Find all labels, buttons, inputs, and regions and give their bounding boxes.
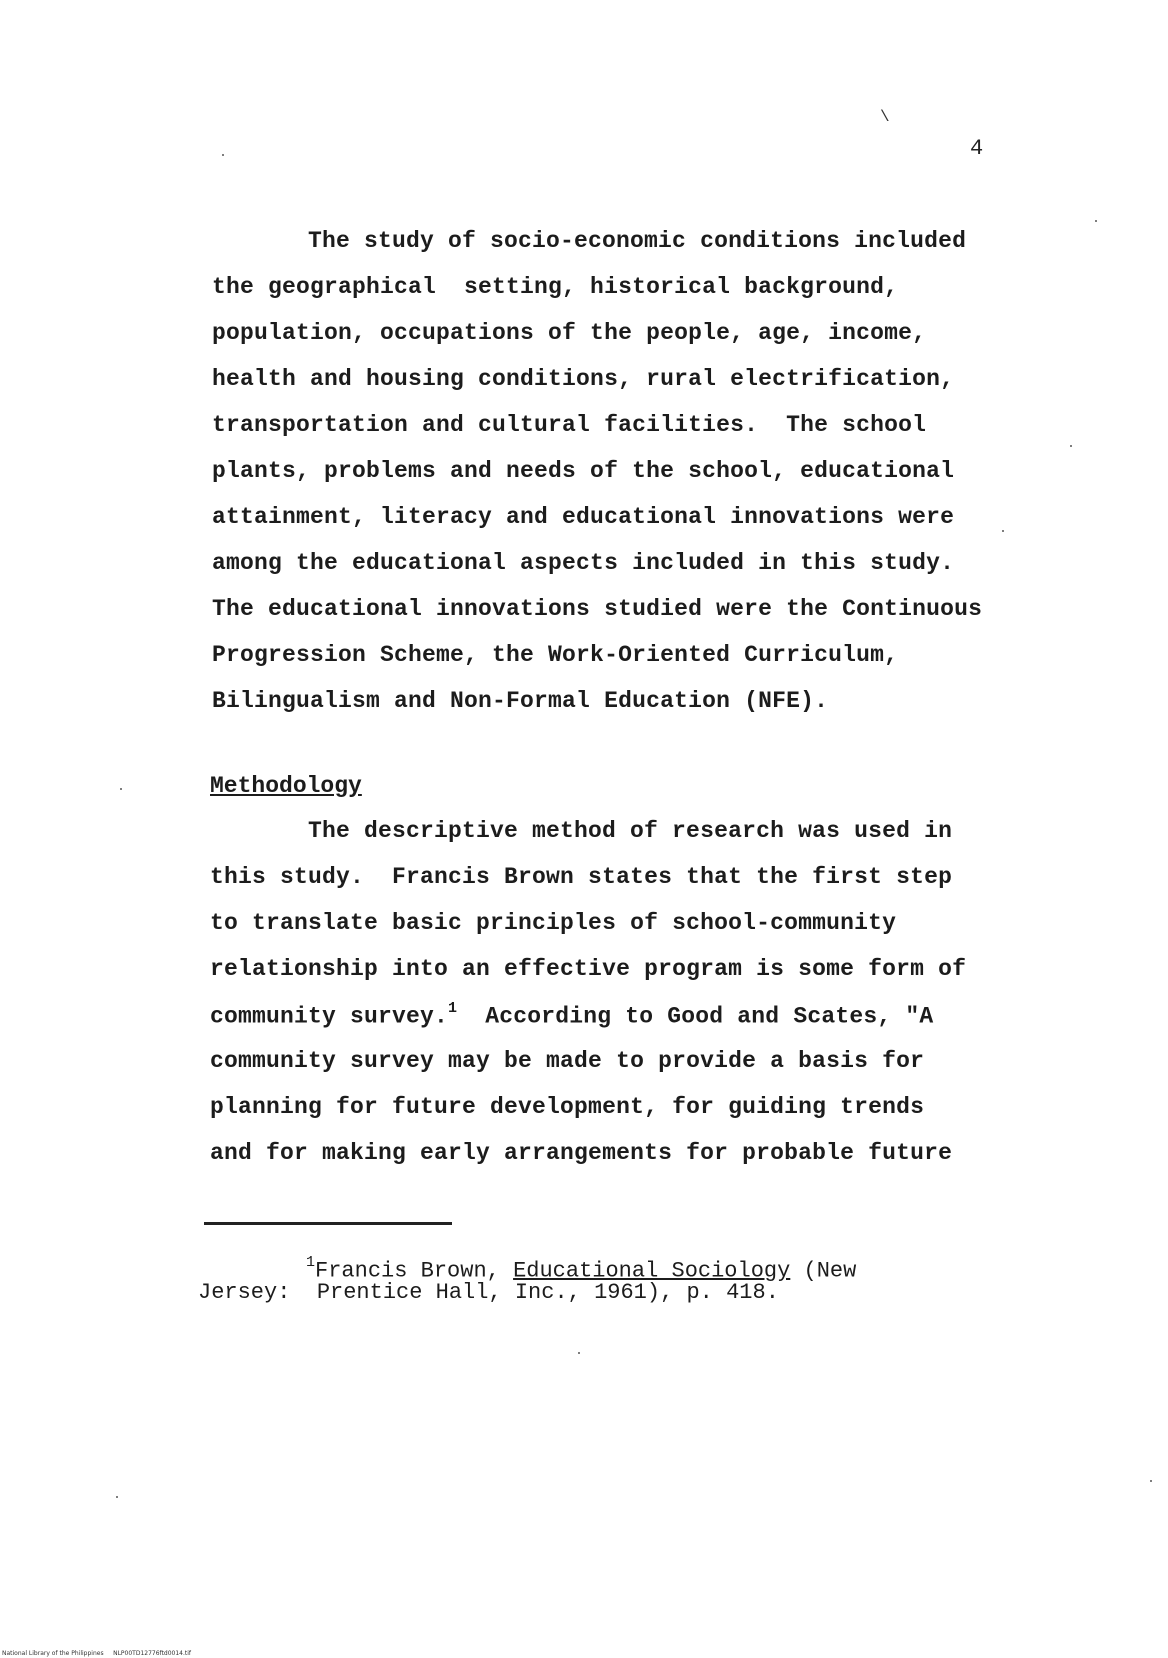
page-number: 4 bbox=[970, 136, 984, 161]
text-line: attainment, literacy and educational innovations were bbox=[212, 504, 955, 530]
text-line: Bilingualism and Non-Formal Education (NFE). bbox=[212, 688, 829, 714]
text-line: planning for future development, for guiding trends bbox=[210, 1094, 925, 1120]
text-line: the geographical setting, historical background, bbox=[212, 274, 899, 300]
text-line: Progression Scheme, the Work-Oriented Curriculum, bbox=[212, 642, 899, 668]
scan-speck bbox=[578, 1352, 580, 1354]
text-fragment: community survey. bbox=[210, 1003, 449, 1030]
footnote-reference: 1 bbox=[448, 1000, 458, 1017]
scan-speck bbox=[1150, 1480, 1152, 1482]
scan-speck bbox=[120, 788, 122, 790]
scan-speck bbox=[1095, 220, 1097, 222]
scan-speck bbox=[1070, 445, 1072, 447]
footnote-line: Jersey: Prentice Hall, Inc., 1961), p. 418. bbox=[198, 1280, 779, 1305]
text-line: this study. Francis Brown states that the first step bbox=[210, 864, 953, 890]
text-line: health and housing conditions, rural electrification, bbox=[212, 366, 955, 392]
text-line: The descriptive method of research was used in bbox=[308, 818, 953, 844]
text-line: plants, problems and needs of the school, educational bbox=[212, 458, 955, 484]
footnote-title: Educational Sociology bbox=[513, 1258, 791, 1284]
scan-speck bbox=[116, 1496, 118, 1498]
text-line: relationship into an effective program is some form of bbox=[210, 956, 967, 982]
footnote-author: Francis Brown, bbox=[315, 1258, 514, 1284]
library-stamp: National Library of the Philippines NLP00TD12776ftd0014.tif bbox=[2, 1650, 192, 1657]
text-fragment: According to Good and Scates, "A bbox=[485, 1003, 934, 1030]
text-line: transportation and cultural facilities. The school bbox=[212, 412, 927, 438]
text-line: The educational innovations studied were the Continuous bbox=[212, 596, 983, 622]
text-line: The study of socio-economic conditions included bbox=[308, 228, 967, 254]
text-line: to translate basic principles of school-community bbox=[210, 910, 897, 936]
section-heading-methodology: Methodology bbox=[210, 773, 362, 799]
text-line: and for making early arrangements for probable future bbox=[210, 1140, 953, 1166]
text-line: community survey may be made to provide a basis for bbox=[210, 1048, 925, 1074]
text-line: among the educational aspects included in this study. bbox=[212, 550, 955, 576]
scan-speck bbox=[1002, 530, 1004, 532]
footnote-publisher-start: (New bbox=[790, 1258, 857, 1284]
footnote-marker: 1 bbox=[306, 1254, 316, 1271]
text-line: population, occupations of the people, age, income, bbox=[212, 320, 927, 346]
scan-speck bbox=[222, 154, 224, 156]
footnote-divider bbox=[204, 1222, 452, 1225]
text-spacer bbox=[457, 1004, 485, 1030]
stray-mark: \ bbox=[880, 108, 890, 126]
text-line-with-footnote bbox=[210, 1002, 933, 1030]
